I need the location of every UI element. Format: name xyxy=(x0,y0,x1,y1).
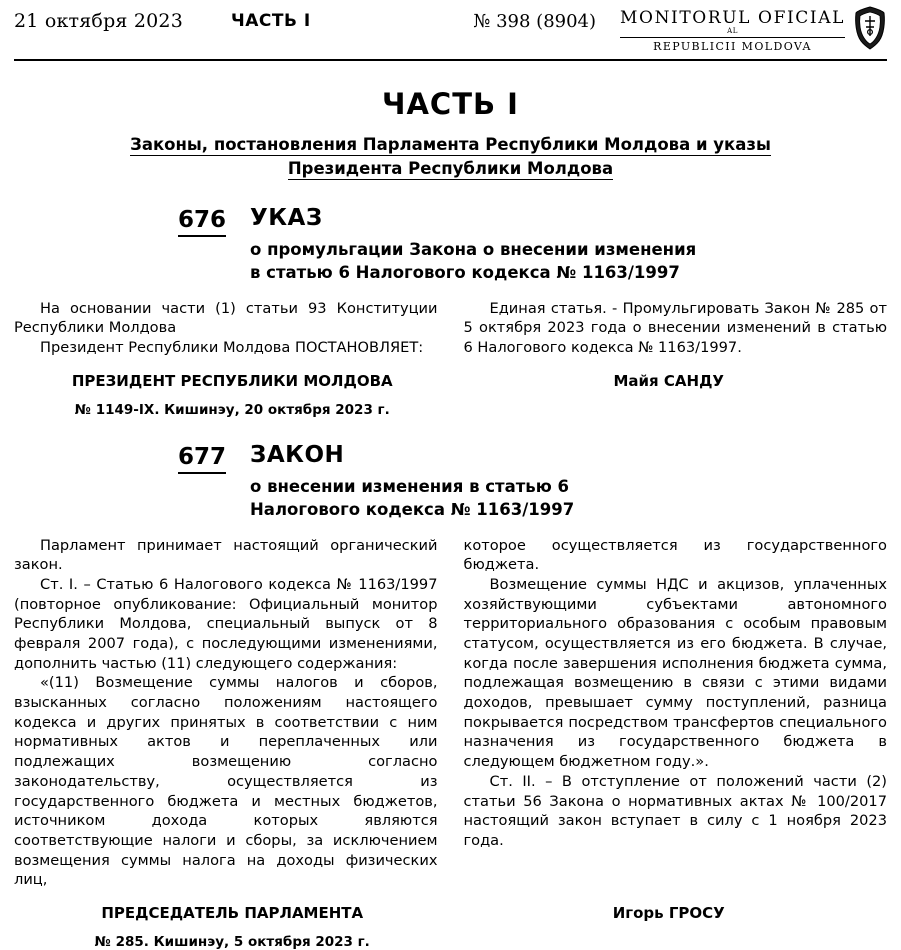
act-description xyxy=(250,238,887,285)
brand-title: MONITORUL OFICIAL xyxy=(620,8,845,28)
act-type: ЗАКОН xyxy=(250,441,345,468)
paragraph: которое осуществляется из государственного бюджета. xyxy=(463,536,887,574)
act-number-value: 676 xyxy=(178,207,226,237)
masthead-rule xyxy=(14,59,887,61)
signature-name: Игорь ГРОСУ xyxy=(612,903,725,922)
masthead-part-label: ЧАСТЬ I xyxy=(231,11,311,31)
signature-name-block xyxy=(451,372,888,390)
brand-country: REPUBLICII MOLDOVA xyxy=(653,40,812,53)
signature-role: ПРЕДСЕДАТЕЛЬ ПАРЛАМЕНТА xyxy=(101,903,364,922)
brand-subtitle: AL xyxy=(727,27,738,35)
act-number xyxy=(14,207,250,233)
signature-role-block xyxy=(14,904,451,922)
act-676-left-column xyxy=(14,299,438,358)
paragraph: На основании части (1) статьи 93 Конституции Республики Молдова xyxy=(14,299,438,337)
paragraph: Парламент принимает настоящий органический закон. xyxy=(14,536,438,574)
act-description-line1: о внесении изменения в статью 6 xyxy=(250,476,569,496)
paragraph: Возмещение суммы НДС и акцизов, уплаченных хозяйствующими субъектами автономного территориального образования с особым правовым статусом, осуществляется из его бюджета. В случае, когда после завершения исполнения бюджета сумма, подлежащая возмещению в связи с этими видами доходов, превышает сумму поступлений, разница покрывается посредством трансфертов специального назначения из государственного бюджета в следующем бюджетном году.». xyxy=(463,575,887,771)
masthead-brand-text xyxy=(620,8,845,53)
page-masthead xyxy=(14,0,887,53)
signature-name-block xyxy=(451,904,888,922)
paragraph: Ст. I. – Статью 6 Налогового кодекса № 1163/1997 (повторное опубликование: Официальный монитор Республики Молдова, специальный выпуск от 8 февраля 2007 года), с последующими изменениями, дополнить частью (11) следующего содержания: xyxy=(14,575,438,672)
paragraph: «(11) Возмещение суммы налогов и сборов, взысканных согласно положениям настоящего кодекса и других принятых в соответствии с ним нормативных актов и переплаченных или подлежащих возмещению согласно законодательству, осуществляется из государственного бюджета и местных бюджетов, источником дохода которых являются соответствующие налоги и сборы, за исключением возмещения суммы налога на доходы физических лиц, xyxy=(14,674,438,889)
section-title: ЧАСТЬ I xyxy=(382,87,519,121)
masthead-brand xyxy=(620,8,887,53)
paragraph: Ст. II. – В отступление от положений части (2) статьи 56 Закона о нормативных актах № 100/2017 настоящий закон вступает в силу с 1 ноября 2023 года. xyxy=(463,772,887,849)
act-body xyxy=(250,441,887,522)
signature-role-block xyxy=(14,372,451,390)
act-description-line2: в статью 6 Налогового кодекса № 1163/1997 xyxy=(250,263,680,283)
act-677-columns xyxy=(14,536,887,890)
paragraph: Единая статья. - Промульгировать Закон № 285 от 5 октября 2023 года о внесении изменений в статью 6 Налогового кодекса № 1163/1997. xyxy=(463,299,887,357)
paragraph: Президент Республики Молдова ПОСТАНОВЛЯЕТ: xyxy=(40,339,424,357)
act-heading-677 xyxy=(14,441,887,522)
act-heading-676 xyxy=(14,204,887,285)
act-description-line2: Налогового кодекса № 1163/1997 xyxy=(250,500,575,520)
moldova-coat-of-arms-icon xyxy=(853,6,887,50)
act-677-reference: № 285. Кишинэу, 5 октября 2023 г. xyxy=(94,933,370,950)
act-677-left-column xyxy=(14,536,438,890)
signature-name: Майя САНДУ xyxy=(613,371,724,390)
act-number xyxy=(14,444,250,470)
act-676-right-column xyxy=(464,299,888,358)
act-676-signature-row xyxy=(14,372,887,390)
act-description-line1: о промульгации Закона о внесении изменения xyxy=(250,239,697,259)
section-subtitle xyxy=(14,133,887,181)
act-677-right-column xyxy=(464,536,888,890)
act-type: УКАЗ xyxy=(250,204,323,231)
masthead-date: 21 октября 2023 xyxy=(14,10,184,32)
act-body xyxy=(250,204,887,285)
act-676-reference: № 1149-IX. Кишинэу, 20 октября 2023 г. xyxy=(74,401,390,418)
act-676-columns xyxy=(14,299,887,358)
act-description xyxy=(250,475,887,522)
act-677-signature-row xyxy=(14,904,887,922)
signature-role: ПРЕЗИДЕНТ РЕСПУБЛИКИ МОЛДОВА xyxy=(71,371,393,390)
brand-divider xyxy=(620,37,845,38)
act-number-value: 677 xyxy=(178,444,226,474)
section-subtitle-line1: Законы, постановления Парламента Республики Молдова и указы xyxy=(130,135,771,154)
masthead-issue-number: № 398 (8904) xyxy=(473,11,597,32)
section-subtitle-line2: Президента Республики Молдова xyxy=(287,158,614,178)
